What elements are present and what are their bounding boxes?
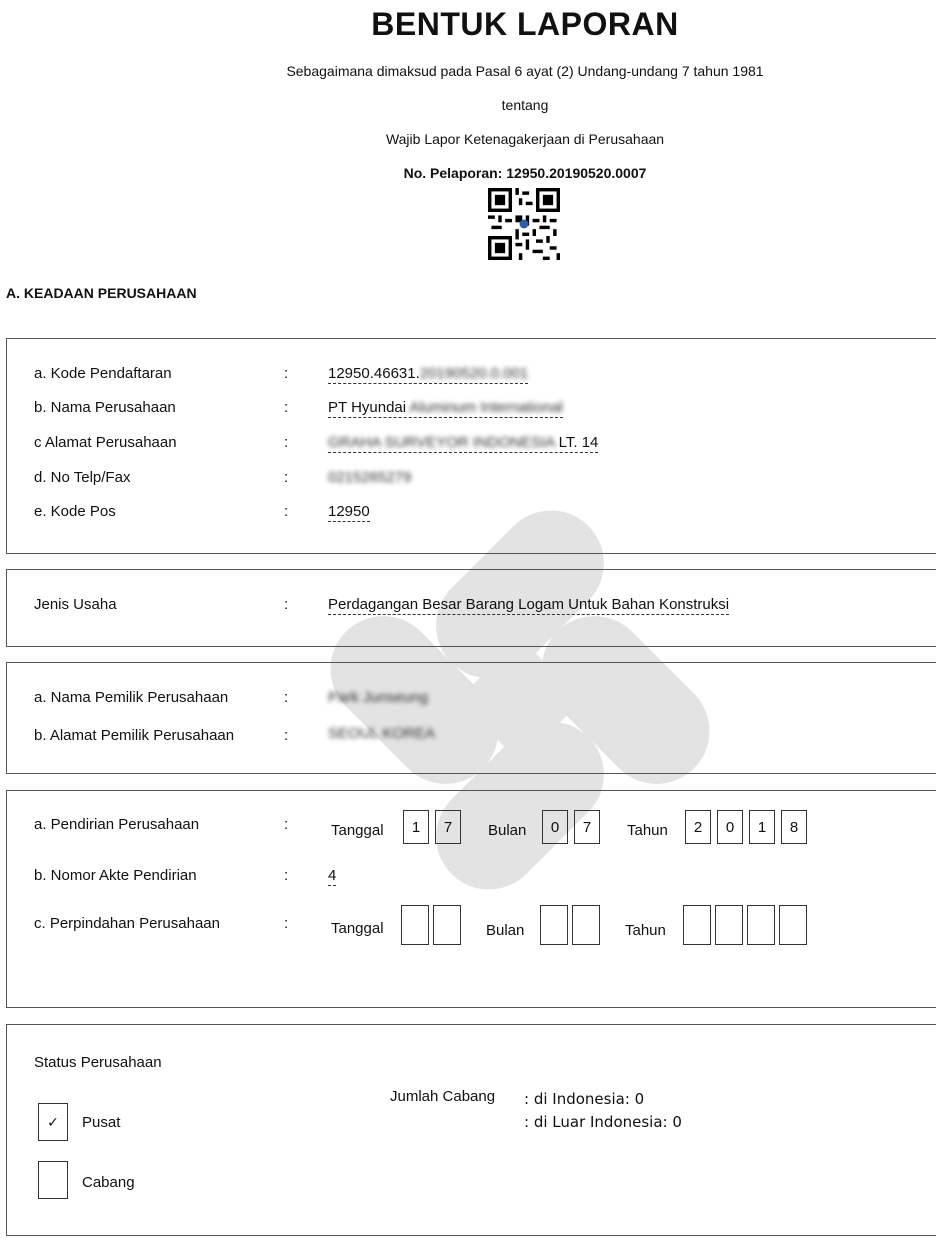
colon: : [284,365,289,382]
colon: : [284,503,289,520]
bulan-box[interactable] [572,905,600,945]
tanggal-label: Tanggal [331,920,384,937]
section-heading: A. KEADAAN PERUSAHAAN [6,285,197,301]
owner-info-box [6,662,936,774]
alamat-pemilik-value: SEOUL KOREA [328,725,435,742]
kode-pos-value: 12950 [328,503,370,520]
bulan-label: Bulan [486,922,525,939]
cabang-indonesia-count: : di Indonesia: 0 [524,1090,645,1108]
jenis-usaha-label: Jenis Usaha [34,596,117,613]
no-telp-label: d. No Telp/Fax [34,469,131,486]
tahun-digit: 1 [749,810,775,844]
akte-value: 4 [328,867,337,884]
bulan-digit: 7 [574,810,600,844]
nama-perusahaan-label: b. Nama Perusahaan [34,399,176,416]
page-title: BENTUK LAPORAN [371,6,679,42]
cabang-luar-indonesia-count: : di Luar Indonesia: 0 [524,1113,682,1131]
tanggal-digit: 7 [435,810,461,844]
colon: : [284,867,289,884]
tahun-digit: 2 [685,810,711,844]
status-label: Status Perusahaan [34,1054,162,1071]
tahun-box[interactable] [747,905,775,945]
kode-pendaftaran-value: 12950.46631.20190520.0.001 [328,365,529,382]
header-line-1: Sebagaimana dimaksud pada Pasal 6 ayat (2) Undang-undang 7 tahun 1981 [286,63,764,79]
nama-perusahaan-value: PT Hyundai Aluminum International [328,399,563,416]
colon: : [284,434,289,451]
colon: : [284,816,289,833]
nama-pemilik-value: Park Junseung [328,689,429,706]
kode-pos-label: e. Kode Pos [34,503,116,520]
tanggal-box[interactable] [401,905,429,945]
alamat-perusahaan-value: GRAHA SURVEYOR INDONESIA LT. 14 [328,434,599,451]
colon: : [284,727,289,744]
jumlah-cabang-label: Jumlah Cabang [390,1088,496,1105]
no-telp-value: 0215265279 [328,469,412,486]
qr-code-icon [488,188,560,260]
cabang-label: Cabang [82,1174,135,1191]
alamat-perusahaan-label: c Alamat Perusahaan [34,434,177,451]
tanggal-digit: 1 [403,810,429,844]
cabang-checkbox[interactable] [38,1161,68,1199]
bulan-box[interactable] [540,905,568,945]
pendirian-label: a. Pendirian Perusahaan [34,816,200,833]
tahun-label: Tahun [625,922,666,939]
colon: : [284,915,289,932]
colon: : [284,596,289,613]
kode-pendaftaran-label: a. Kode Pendaftaran [34,365,172,382]
header-line-2: tentang [501,97,549,113]
tanggal-label: Tanggal [331,822,384,839]
perpindahan-label: c. Perpindahan Perusahaan [34,915,220,932]
colon: : [284,469,289,486]
pusat-checkbox[interactable]: ✓ [38,1103,68,1141]
bulan-digit: 0 [542,810,568,844]
colon: : [284,689,289,706]
tahun-box[interactable] [715,905,743,945]
report-number: No. Pelaporan: 12950.20190520.0007 [403,165,647,181]
colon: : [284,399,289,416]
jenis-usaha-value: Perdagangan Besar Barang Logam Untuk Bahan Konstruksi [328,596,730,613]
tahun-digit: 8 [781,810,807,844]
alamat-pemilik-label: b. Alamat Pemilik Perusahaan [34,727,235,744]
header-line-3: Wajib Lapor Ketenagakerjaan di Perusahaan [385,131,665,147]
tahun-box[interactable] [683,905,711,945]
tahun-digit: 0 [717,810,743,844]
nama-pemilik-label: a. Nama Pemilik Perusahaan [34,689,229,706]
tanggal-box[interactable] [433,905,461,945]
pusat-label: Pusat [82,1114,121,1131]
akte-label: b. Nomor Akte Pendirian [34,867,197,884]
bulan-label: Bulan [488,822,527,839]
tahun-label: Tahun [627,822,668,839]
tahun-box[interactable] [779,905,807,945]
